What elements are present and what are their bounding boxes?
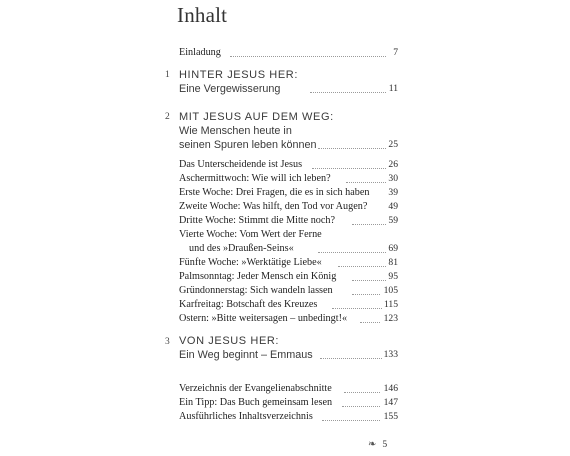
toc-entry[interactable] — [0, 158, 570, 172]
toc-entry-text: Dritte Woche: Stimmt die Mitte noch? — [179, 215, 336, 226]
toc-entry[interactable] — [0, 228, 570, 242]
toc-entry[interactable] — [0, 284, 570, 298]
toc-entry[interactable] — [0, 396, 570, 410]
toc-entry[interactable] — [0, 382, 570, 396]
toc-entry-page: 25 — [388, 139, 398, 150]
section-subtitle: seinen Spuren leben können — [179, 139, 317, 151]
toc-entry-page: 81 — [388, 257, 398, 268]
page-footer — [368, 439, 387, 450]
toc-entry-einladung[interactable] — [0, 46, 570, 60]
toc-entry-page: 123 — [383, 313, 398, 324]
toc-entry[interactable] — [0, 200, 570, 214]
toc-entry[interactable] — [0, 312, 570, 326]
toc-entry-page: 115 — [383, 299, 398, 310]
page-number: 5 — [382, 439, 388, 450]
toc-entry-section-1[interactable] — [0, 82, 570, 96]
toc-entry-page: 49 — [388, 201, 398, 212]
toc-entry-text: Zweite Woche: Was hilft, den Tod vor Augen? — [179, 201, 368, 212]
toc-leader — [230, 56, 386, 57]
toc-entry[interactable] — [0, 186, 570, 200]
toc-entry-page: 146 — [383, 383, 398, 394]
toc-entry-text: Einladung — [179, 47, 221, 58]
section-number: 3 — [165, 337, 170, 347]
toc-entry-text: Vierte Woche: Vom Wert der Ferne — [179, 229, 322, 240]
page-title: Inhalt — [177, 3, 228, 27]
toc-entry-page: 69 — [388, 243, 398, 254]
toc-entry-text: Aschermittwoch: Wie will ich leben? — [179, 173, 331, 184]
section-subtitle: Eine Vergewisserung — [179, 83, 281, 95]
section-heading: MIT JESUS AUF DEM WEG: — [179, 111, 334, 123]
section-number: 2 — [165, 112, 170, 122]
toc-entry-text: Erste Woche: Drei Fragen, die es in sich haben — [179, 187, 370, 198]
ornament-icon: ❧ — [368, 439, 377, 450]
toc-entry-text: Palmsonntag: Jeder Mensch ein König — [179, 271, 337, 282]
section-subtitle: Ein Weg beginnt – Emmaus — [179, 349, 313, 361]
toc-entry-page: 30 — [388, 173, 398, 184]
toc-entry-page: 95 — [388, 271, 398, 282]
toc-entry[interactable] — [0, 270, 570, 284]
toc-entry-page: 59 — [388, 215, 398, 226]
toc-entry-section-2[interactable] — [0, 138, 570, 152]
toc-entry-text: und des »Draußen-Seins« — [189, 243, 294, 254]
section-number: 1 — [165, 70, 170, 80]
toc-entry-text: Ein Tipp: Das Buch gemeinsam lesen — [179, 397, 333, 408]
toc-entry-page: 133 — [383, 349, 398, 360]
toc-entry-page: 39 — [388, 187, 398, 198]
toc-entry-text: Verzeichnis der Evangelienabschnitte — [179, 383, 332, 394]
toc-entry[interactable] — [0, 256, 570, 270]
toc-entry[interactable] — [0, 410, 570, 424]
toc-entry-page: 147 — [383, 397, 398, 408]
section-heading: VON JESUS HER: — [179, 335, 280, 347]
toc-entry[interactable] — [0, 172, 570, 186]
toc-entry-page: 7 — [393, 47, 398, 58]
toc-entry-page: 105 — [383, 285, 398, 296]
toc-entry[interactable] — [0, 298, 570, 312]
toc-entry-page: 11 — [388, 83, 398, 94]
toc-entry-page: 155 — [383, 411, 398, 422]
section-heading: HINTER JESUS HER: — [179, 69, 298, 81]
toc-entry[interactable] — [0, 242, 570, 256]
toc-entry-text: Gründonnerstag: Sich wandeln lassen — [179, 285, 333, 296]
toc-entry-text: Ausführliches Inhaltsverzeichnis — [179, 411, 313, 422]
toc-entry-section-3[interactable] — [0, 348, 570, 362]
toc-entry[interactable] — [0, 214, 570, 228]
toc-entry-text: Ostern: »Bitte weitersagen – unbedingt!« — [179, 313, 348, 324]
toc-entry-text: Karfreitag: Botschaft des Kreuzes — [179, 299, 318, 310]
section-subtitle: Wie Menschen heute in — [179, 125, 292, 137]
toc-entry-text: Das Unterscheidende ist Jesus — [179, 159, 303, 170]
toc-entry-page: 26 — [388, 159, 398, 170]
toc-entry-text: Fünfte Woche: »Werktätige Liebe« — [179, 257, 322, 268]
